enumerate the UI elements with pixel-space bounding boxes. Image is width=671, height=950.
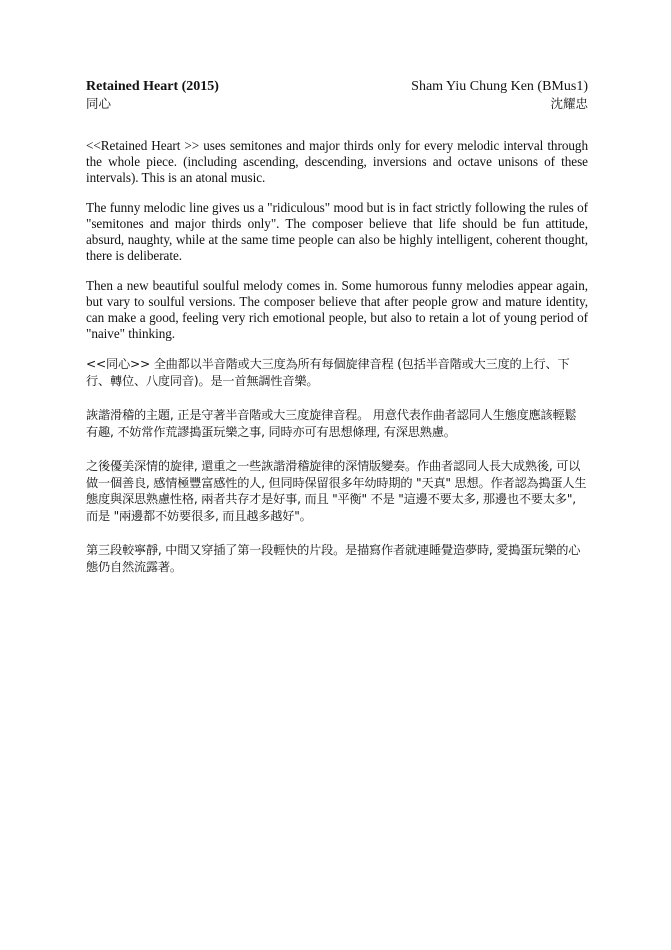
english-paragraph-3: Then a new beautiful soulful melody comes in. Some humorous funny melodies appear again, but vary to soulful versions. The composer believe that after people grow and mature identity, can make a good, feeling very rich emotional people, but also to retain a lot of young period of "naive" thinking. <box>86 278 588 341</box>
chinese-paragraph-1: <<同心>> 全曲都以半音階或大三度為所有每個旋律音程 (包括半音階或大三度的上行、下行、轉位、八度同音)。是一首無調性音樂。 <box>86 357 570 388</box>
document-header <box>86 78 588 112</box>
piece-title-chinese: 同心 <box>86 96 112 111</box>
author-name-chinese: 沈耀忠 <box>550 96 588 111</box>
english-paragraph-2: The funny melodic line gives us a "ridiculous" mood but is in fact strictly following the rules of "semitones and major thirds only". The composer believe that life should be fun attitude, absurd, naughty, while at the same time people can also be highly intelligent, coherent thought, there is deliberate. <box>86 200 588 263</box>
chinese-paragraph-2: 詼諧滑稽的主題, 正是守著半音階或大三度旋律音程。 用意代表作曲者認同人生態度應該輕鬆有趣, 不妨常作荒謬搗蛋玩樂之事, 同時亦可有思想條理, 有深思熟慮。 <box>86 408 577 439</box>
header-row-english <box>86 78 588 95</box>
chinese-paragraph-4: 第三段較寧靜, 中間又穿插了第一段輕快的片段。是描寫作者就連睡覺造夢時, 愛搗蛋玩樂的心態仍自然流露著。 <box>86 543 581 574</box>
author-name: Sham Yiu Chung Ken (BMus1) <box>411 79 588 94</box>
piece-title: Retained Heart (2015) <box>86 79 219 94</box>
english-paragraph-1: <<Retained Heart >> uses semitones and major thirds only for every melodic interval through the whole piece. (including ascending, descending, inversions and octave unisons of these intervals). This is an atonal music. <box>86 138 588 185</box>
header-row-chinese <box>86 95 588 112</box>
document-body <box>86 138 588 589</box>
chinese-paragraph-3: 之後優美深情的旋律, 還重之一些詼諧滑稽旋律的深情版變奏。作曲者認同人長大成熟後, 可以做一個善良, 感情極豐富感性的人, 但同時保留很多年幼時期的 "天真" 思想。作者認為搗蛋人生態度與深思熟慮性格, 兩者共存才是好事, 而且 "平衡" 不是 "這邊不要太多, 那邊也不要太多", 而是 "兩邊都不妨要很多, 而且越多越好"。 <box>86 459 587 523</box>
